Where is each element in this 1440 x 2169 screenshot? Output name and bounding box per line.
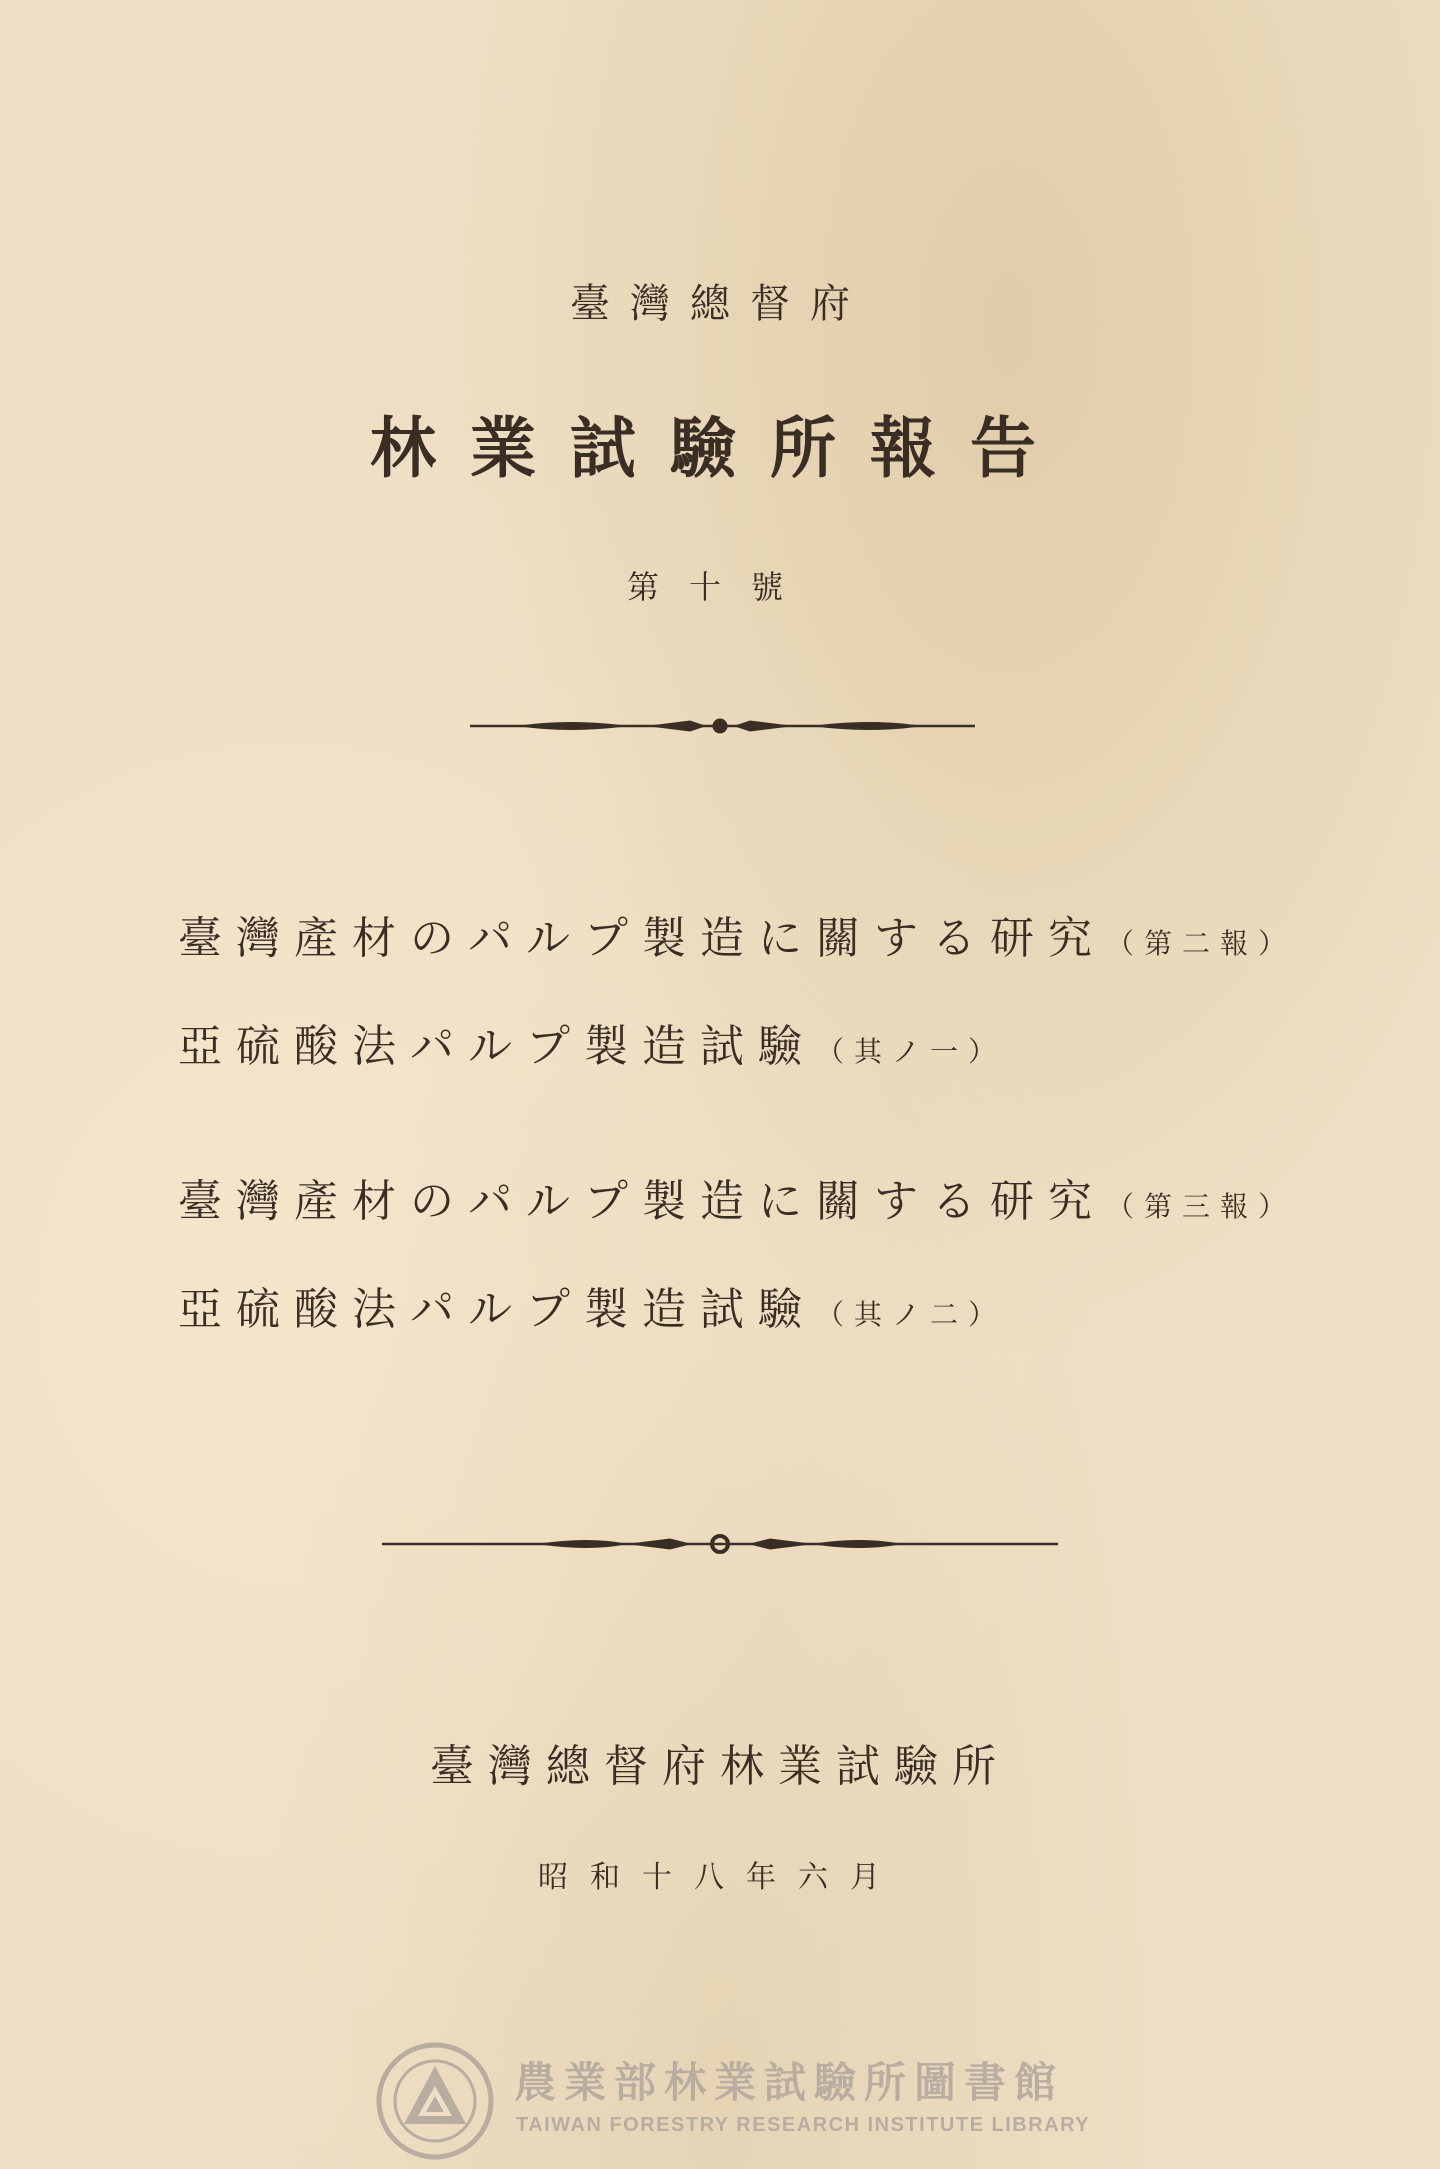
contents-line-1 bbox=[178, 902, 1296, 966]
publisher-name: 臺灣總督府林業試驗所 bbox=[430, 1741, 1010, 1792]
contents-line-2-text: 亞硫酸法パルプ製造試驗 bbox=[178, 1021, 816, 1072]
government-name: 臺灣總督府 bbox=[570, 281, 870, 327]
ornament-divider-bottom bbox=[0, 1524, 1440, 1564]
library-seal-icon bbox=[374, 2040, 496, 2162]
contents-line-2-paren: （其ノ一） bbox=[816, 1035, 1007, 1068]
contents-line-1-text: 臺灣產材のパルプ製造に關する研究 bbox=[178, 913, 1106, 964]
contents-line-1-paren: （第二報） bbox=[1106, 927, 1297, 960]
library-name-en: TAIWAN FORESTRY RESEARCH INSTITUTE LIBRARY bbox=[516, 2114, 1091, 2136]
contents-line-3-text: 臺灣產材のパルプ製造に關する研究 bbox=[178, 1176, 1106, 1227]
issue-number: 第十號 bbox=[626, 568, 813, 606]
contents-line-4 bbox=[178, 1273, 1006, 1337]
publication-date: 昭和十八年六月 bbox=[538, 1860, 902, 1895]
report-series-title: 林業試驗所報告 bbox=[370, 409, 1070, 487]
contents-line-3 bbox=[178, 1165, 1296, 1229]
library-name-zh: 農業部林業試驗所圖書館 bbox=[514, 2058, 1065, 2107]
contents-line-2 bbox=[178, 1010, 1006, 1074]
contents-line-3-paren: （第三報） bbox=[1106, 1190, 1297, 1223]
contents-line-4-paren: （其ノ二） bbox=[816, 1298, 1007, 1331]
ornament-divider-top bbox=[0, 706, 1440, 746]
contents-line-4-text: 亞硫酸法パルプ製造試驗 bbox=[178, 1284, 816, 1335]
